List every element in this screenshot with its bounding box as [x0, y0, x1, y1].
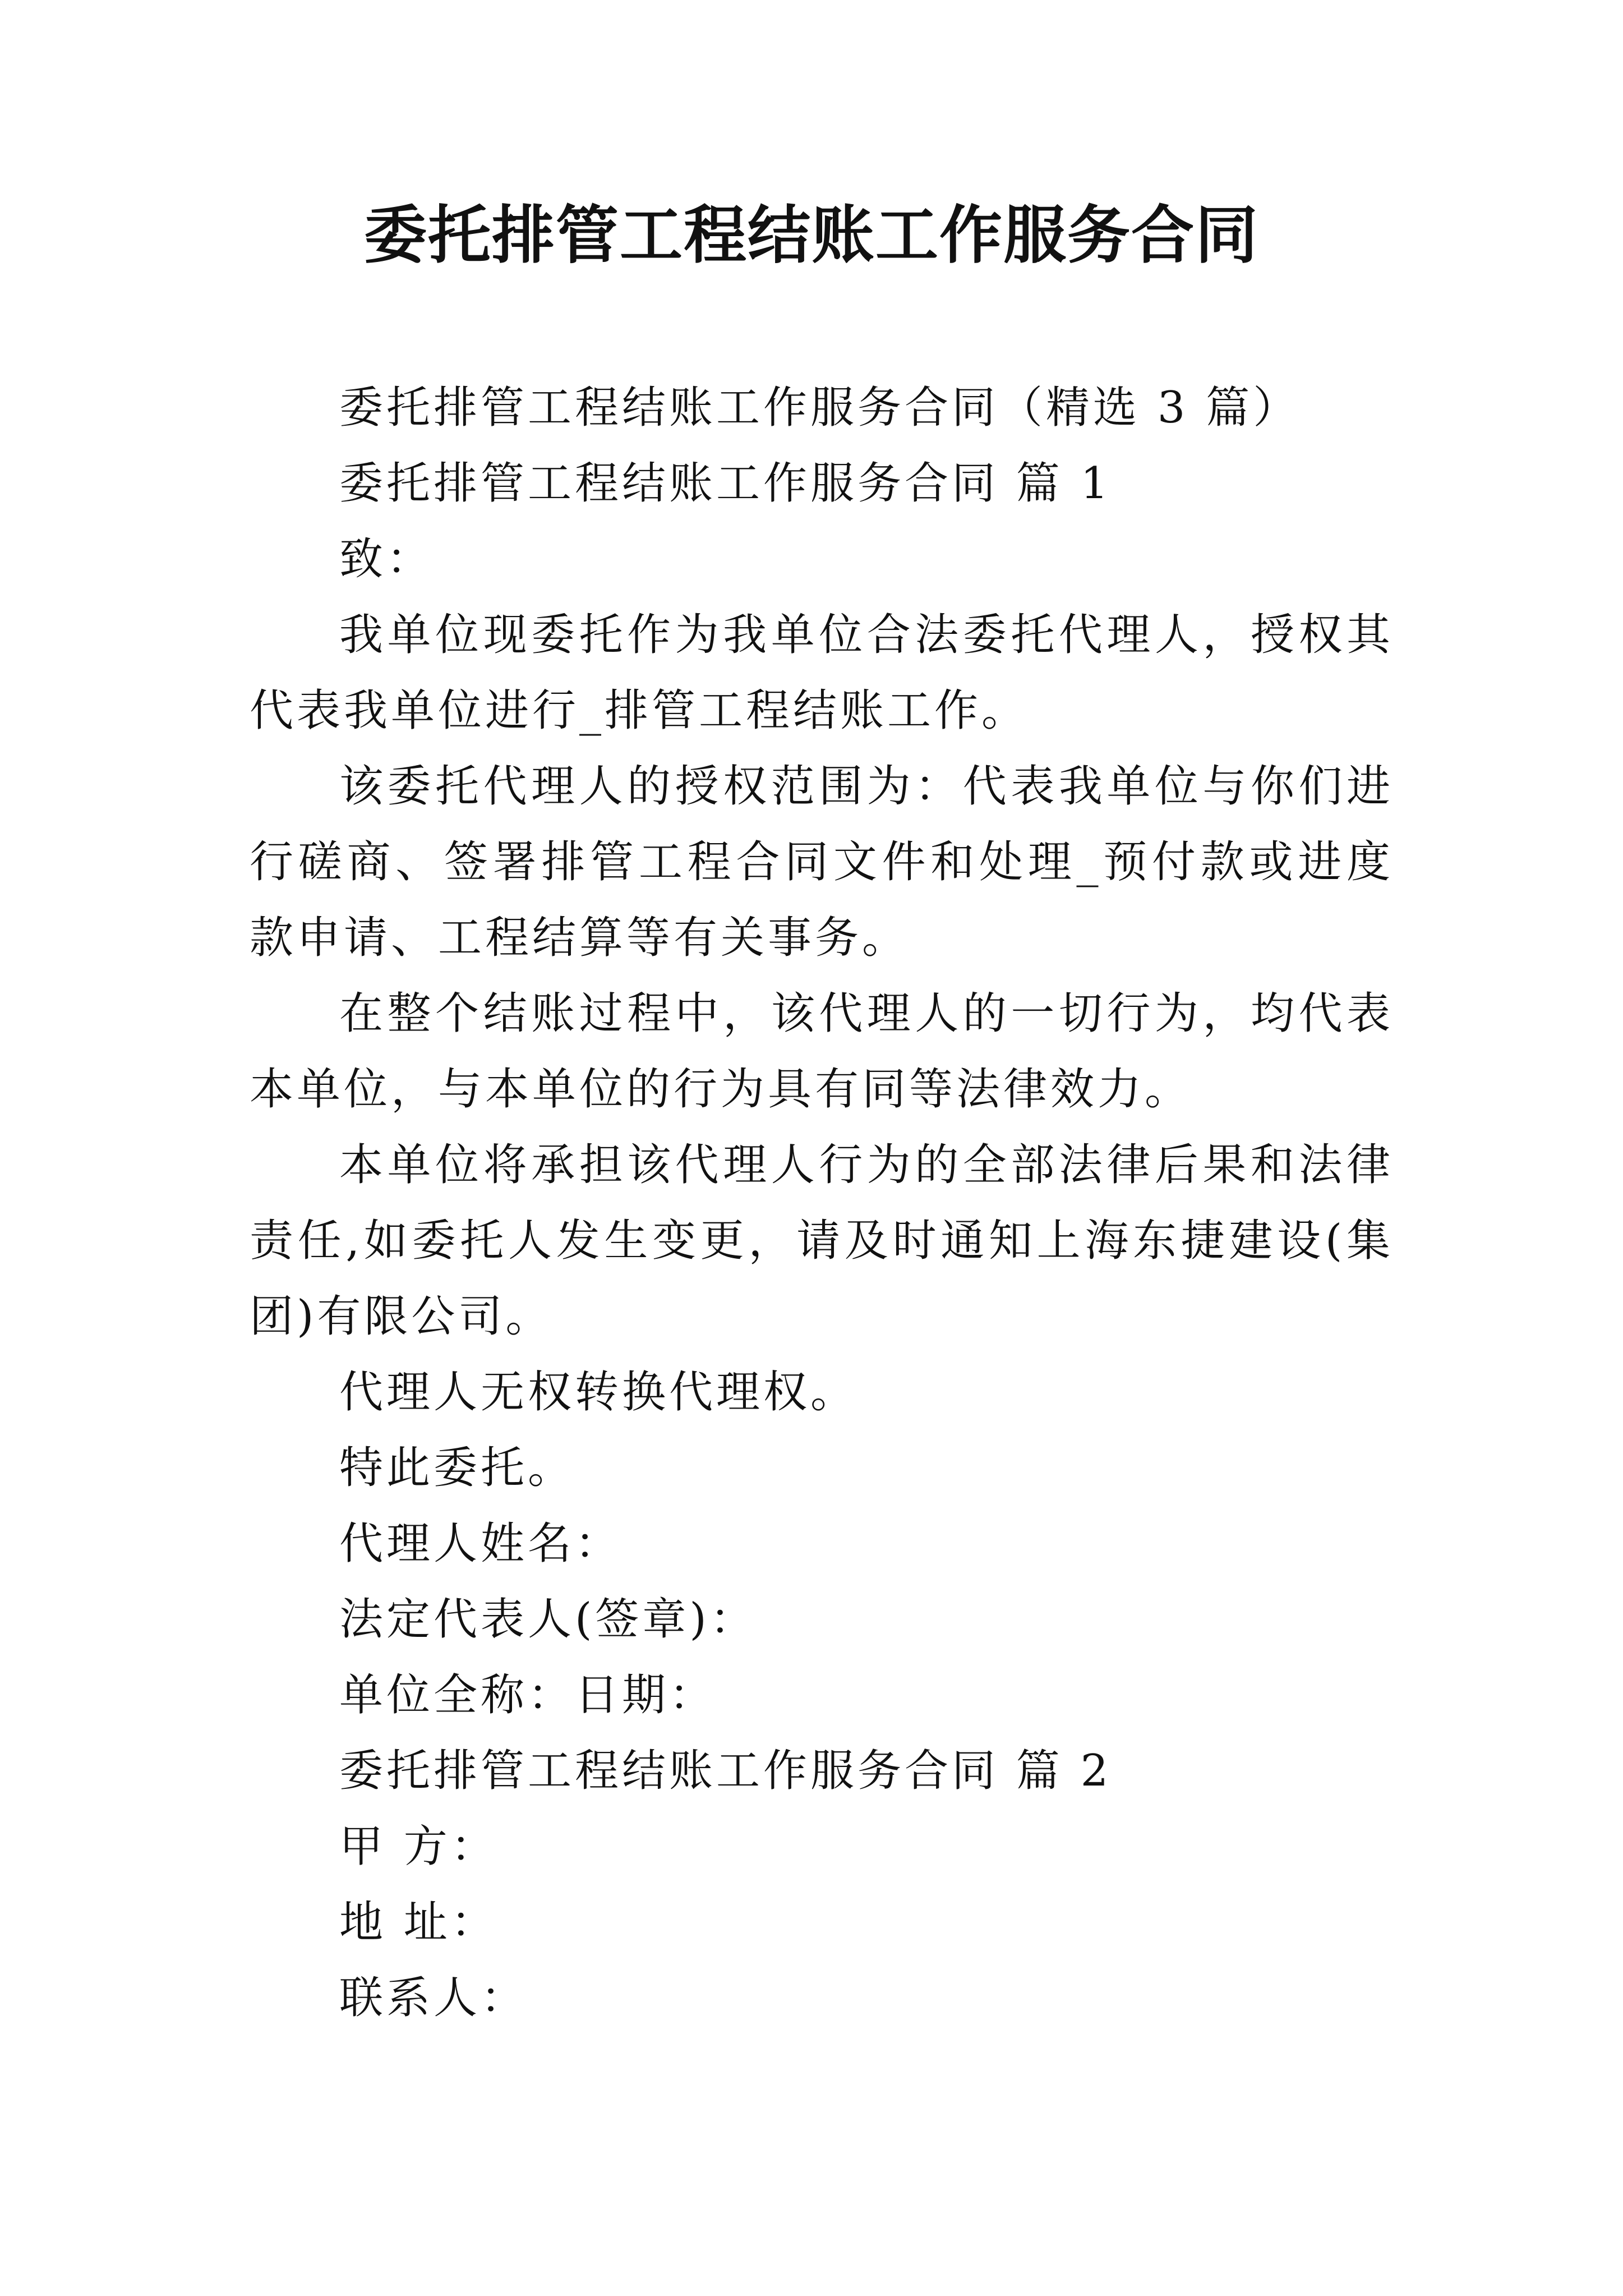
paragraph-entrustment: 我单位现委托作为我单位合法委托代理人，授权其代表我单位进行_排管工程结账工作。 [250, 610, 1394, 736]
field-unit-name-date: 单位全称：日期： [339, 1670, 717, 1720]
paragraph-liability: 本单位将承担该代理人行为的全部法律后果和法律责任,如委托人发生变更，请及时通知上海东捷建设(集团)有限公司。 [250, 1140, 1394, 1342]
paragraph-salutation: 致： [339, 534, 434, 585]
field-agent-name: 代理人姓名： [339, 1519, 623, 1569]
paragraph-closing: 特此委托。 [339, 1443, 575, 1493]
paragraph-authorization-scope: 该委托代理人的授权范围为：代表我单位与你们进行磋商、签署排管工程合同文件和处理_预付款或进度款申请、工程结算等有关事务。 [250, 761, 1394, 963]
field-address: 地 址： [339, 1897, 498, 1948]
paragraph-no-transfer: 代理人无权转换代理权。 [339, 1367, 858, 1418]
paragraph-legal-effect: 在整个结账过程中，该代理人的一切行为，均代表本单位，与本单位的行为具有同等法律效力。 [250, 988, 1394, 1115]
paragraph-section-heading-2: 委托排管工程结账工作服务合同 篇 2 [339, 1746, 1112, 1796]
document-body [250, 370, 1394, 2036]
field-legal-representative: 法定代表人(签章)： [339, 1594, 757, 1645]
field-contact-person: 联系人： [339, 1973, 528, 2023]
paragraph-subtitle: 委托排管工程结账工作服务合同（精选 3 篇） [339, 383, 1301, 433]
document-title: 委托排管工程结账工作服务合同 [364, 199, 1259, 272]
paragraph-section-heading-1: 委托排管工程结账工作服务合同 篇 1 [339, 458, 1112, 509]
field-party-a: 甲 方： [339, 1821, 498, 1872]
